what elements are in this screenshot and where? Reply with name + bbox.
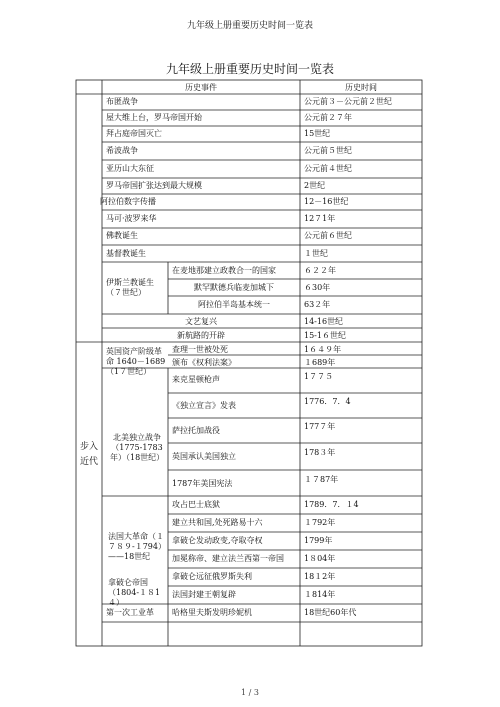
table-cell-time: 公元前５世纪 bbox=[304, 146, 352, 155]
table-cell-event: 颁布《权利法案》 bbox=[172, 358, 236, 367]
table-cell-event: 文艺复兴 bbox=[185, 317, 217, 326]
table-cell-event: 基督教诞生 bbox=[106, 249, 146, 258]
table-cell-event: 亚历山大东征 bbox=[106, 164, 154, 173]
table-cell-event: 在麦地那建立政教合一的国家 bbox=[172, 266, 276, 275]
table-cell-time: 1789．7．１4 bbox=[304, 500, 359, 509]
group-label-french-revolution: 法国大革命（１７８９-１794）——18世纪 bbox=[108, 532, 166, 561]
table-cell-event: 佛教诞生 bbox=[106, 231, 138, 240]
table-cell-time: 2世纪 bbox=[304, 181, 326, 190]
table-cell-event: 屋大维上台，罗马帝国开始 bbox=[106, 113, 202, 122]
column-header-time: 历史时间 bbox=[345, 83, 377, 92]
table-cell-time: ６30年 bbox=[304, 283, 331, 292]
table-cell-time: 15世纪 bbox=[304, 129, 331, 138]
column-header-event: 历史事件 bbox=[185, 83, 217, 92]
table-cell-event: 拿破仑远征俄罗斯失利 bbox=[172, 572, 252, 581]
table-cell-event: 新航路的开辟 bbox=[177, 331, 225, 340]
table-cell-event: 查理一世被处死 bbox=[172, 345, 228, 354]
group-label-industrial-revolution: 第一次工业革 bbox=[106, 608, 154, 617]
table-cell-time: 1６４９年 bbox=[304, 345, 342, 354]
table-cell-time: 18１2年 bbox=[304, 572, 336, 581]
table-cell-event: 来克星顿枪声 bbox=[172, 375, 220, 384]
group-label-american-war: 北美独立战争（1775-1783年）（18世纪） bbox=[110, 433, 165, 462]
table-cell-time: 178３年 bbox=[304, 448, 336, 457]
table-cell-time: 177７年 bbox=[304, 422, 336, 431]
group-label-napoleon-empire: 拿破仑帝国（1804-１８1４） bbox=[108, 578, 161, 607]
table-cell-event: 罗马帝国扩张达到最大规模 bbox=[106, 181, 202, 190]
table-cell-event: 建立共和国,处死路易十六 bbox=[172, 518, 263, 527]
table-cell-event: 马可·波罗来华 bbox=[106, 214, 157, 223]
table-cell-time: 1776．7．4 bbox=[304, 397, 351, 406]
table-cell-event: 攻占巴士底狱 bbox=[172, 500, 220, 509]
table-cell-time: 公元前３－公元前２世纪 bbox=[304, 97, 392, 106]
table-cell-event: 萨拉托加战役 bbox=[172, 426, 220, 435]
table-cell-event: 1787年美国宪法 bbox=[172, 479, 233, 488]
table-cell-time: 公元前４世纪 bbox=[304, 164, 352, 173]
table-cell-time: 1７７５ bbox=[304, 372, 334, 381]
table-cell-event: 默罕默德兵临麦加城下 bbox=[194, 283, 274, 292]
table-cell-time: 公元前６世纪 bbox=[304, 231, 352, 240]
page-title: 九年级上册重要历史时间一览表 bbox=[165, 62, 334, 76]
table-cell-event: 哈格里夫斯发明珍妮机 bbox=[172, 608, 252, 617]
table-cell-event: 拿破仑发动政变,夺取夺权 bbox=[172, 536, 263, 545]
table-cell-event: 阿拉伯半岛基本统一 bbox=[198, 300, 270, 309]
table-cell-event: 拜占庭帝国灭亡 bbox=[106, 129, 162, 138]
table-cell-event: 加冕称帝、建立法兰西第一帝国 bbox=[172, 554, 284, 563]
table-cell-event: 布匿战争 bbox=[106, 97, 138, 106]
table-cell-time: １814年 bbox=[304, 590, 336, 599]
table-cell-time: 12７1年 bbox=[304, 214, 336, 223]
table-cell-time: 18世纪60年代 bbox=[304, 608, 357, 617]
table-cell-event: 阿拉伯数字传播 bbox=[100, 197, 156, 206]
section-label-modern: 步入近代 bbox=[79, 442, 98, 467]
running-header: 九年级上册重要历史时间一览表 bbox=[186, 21, 313, 31]
table-cell-time: １792年 bbox=[304, 518, 336, 527]
table-cell-time: １689年 bbox=[304, 358, 336, 367]
table-cell-time: 15-1６世纪 bbox=[304, 331, 346, 340]
group-label-islam: 伊斯兰教诞生（７世纪） bbox=[106, 278, 154, 297]
table-cell-time: 公元前２７年 bbox=[304, 113, 352, 122]
table-cell-time: ６２２年 bbox=[304, 266, 336, 275]
table-cell-event: 《独立宣言》发表 bbox=[172, 401, 236, 410]
table-cell-time: 63２年 bbox=[304, 300, 331, 309]
table-cell-time: 14-16世纪 bbox=[304, 317, 344, 326]
table-cell-time: 12－16世纪 bbox=[304, 197, 349, 206]
page-number: 1 / 3 bbox=[241, 688, 259, 697]
table-cell-time: 1799年 bbox=[304, 536, 333, 545]
table-cell-event: 法国封建王朝复辟 bbox=[172, 590, 236, 599]
table-cell-time: 1８04年 bbox=[304, 554, 336, 563]
group-label-english-revolution: 英国资产阶级革命 1640－1689（1７世纪） bbox=[106, 347, 166, 376]
table-cell-time: １世纪 bbox=[304, 249, 328, 258]
table-cell-time: １７87年 bbox=[304, 475, 339, 484]
table-cell-event: 英国承认美国独立 bbox=[172, 452, 236, 461]
table-cell-event: 希波战争 bbox=[106, 146, 138, 155]
